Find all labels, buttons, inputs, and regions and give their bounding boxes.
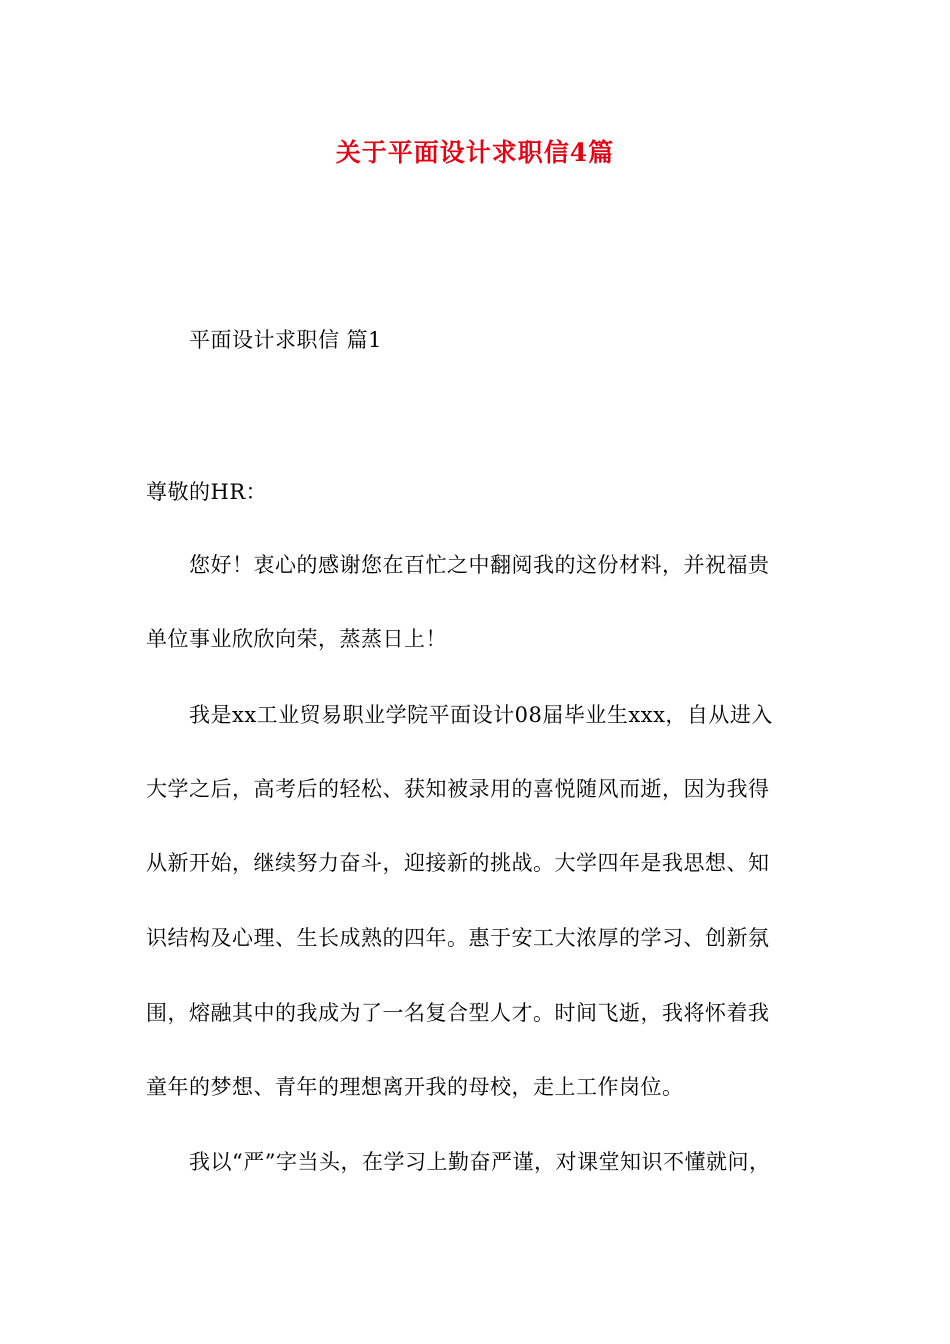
document-title: 关于平面设计求职信4篇 — [335, 138, 615, 167]
body-line: 识结构及心理、生长成熟的四年。惠于安工大浓厚的学习、创新氛 — [146, 926, 770, 950]
body-line: 童年的梦想、青年的理想离开我的母校，走上工作岗位。 — [146, 1075, 684, 1099]
body-line: 围，熔融其中的我成为了一名复合型人才。时间飞逝，我将怀着我 — [146, 1001, 770, 1025]
section-heading: 平面设计求职信 篇1 — [189, 328, 383, 352]
body-line: 我以“严”字当头，在学习上勤奋严谨，对课堂知识不懂就问， — [189, 1150, 771, 1174]
body-line: 我是xx工业贸易职业学院平面设计08届毕业生xxx，自从进入 — [189, 703, 773, 727]
salutation: 尊敬的HR： — [146, 480, 268, 504]
body-line: 从新开始，继续努力奋斗，迎接新的挑战。大学四年是我思想、知 — [146, 851, 770, 875]
body-line: 单位事业欣欣向荣，蒸蒸日上！ — [146, 627, 447, 651]
body-line: 您好！衷心的感谢您在百忙之中翻阅我的这份材料，并祝福贵 — [189, 553, 770, 577]
body-line: 大学之后，高考后的轻松、获知被录用的喜悦随风而逝，因为我得 — [146, 777, 770, 801]
